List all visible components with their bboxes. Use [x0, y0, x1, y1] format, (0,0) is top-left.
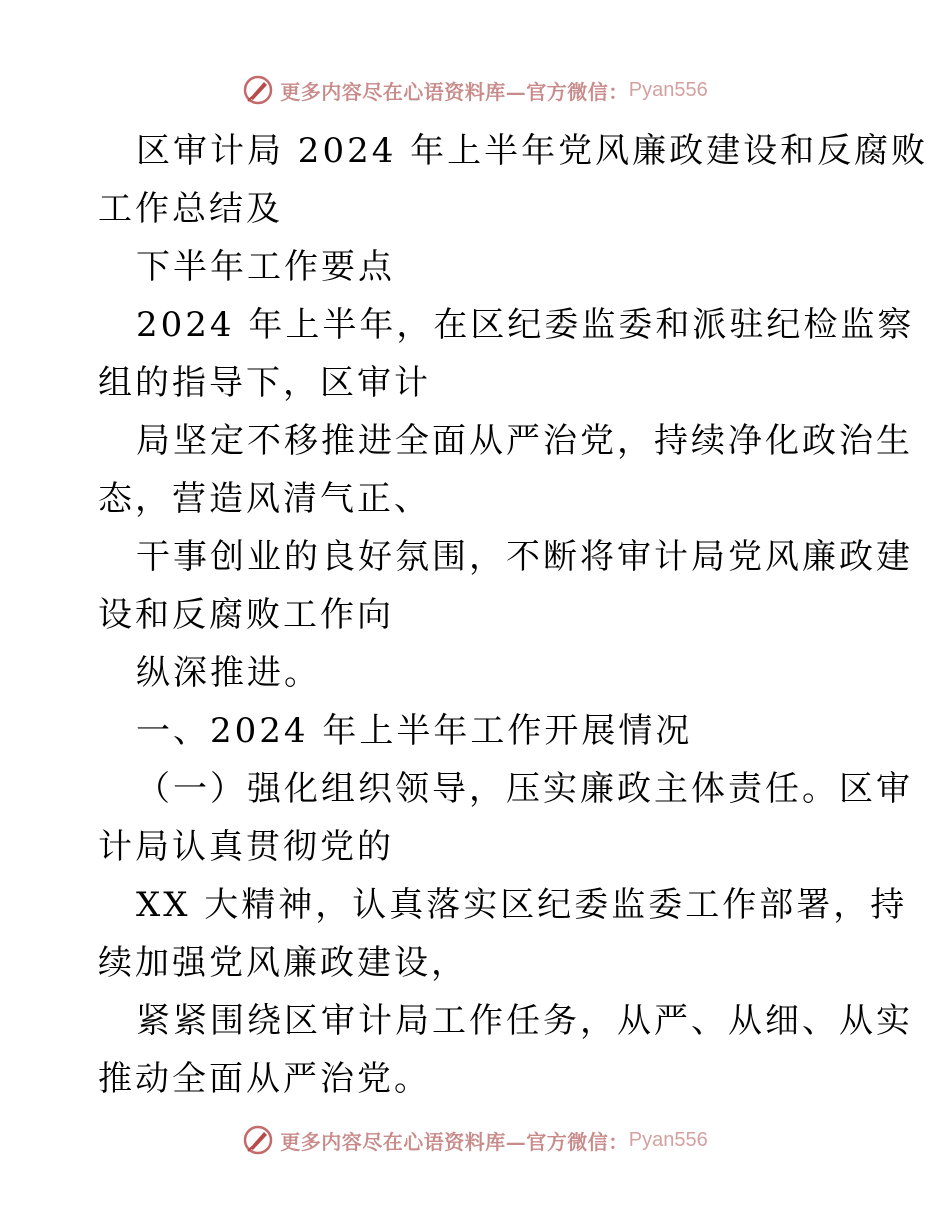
text-line: 计局认真贯彻党的 [98, 827, 394, 867]
footer-watermark [0, 1120, 950, 1160]
text-line: （一）强化组织领导，压实廉政主体责任。区审 [136, 769, 913, 809]
quill-logo-icon [242, 74, 274, 106]
watermark-account: Pyan556 [628, 1128, 708, 1151]
text-line: 组的指导下，区审计 [98, 363, 431, 403]
text-line: 推动全面从严治党。 [98, 1059, 431, 1099]
text-line: 2024 年上半年，在区纪委监委和派驻纪检监察 [136, 305, 915, 345]
text-line: 纵深推进。 [136, 653, 321, 693]
text-line: 区审计局 2024 年上半年党风廉政建设和反腐败 [136, 131, 929, 171]
text-line: 干事创业的良好氛围，不断将审计局党风廉政建 [136, 537, 913, 577]
document-body [98, 122, 929, 1108]
watermark-text: 更多内容尽在心语资料库—官方微信： [280, 1129, 629, 1154]
text-line: 设和反腐败工作向 [98, 595, 394, 635]
text-line: 续加强党风廉政建设， [98, 943, 468, 983]
text-line: 下半年工作要点 [136, 247, 395, 287]
quill-logo-icon [242, 1124, 274, 1156]
text-line: 一、2024 年上半年工作开展情况 [136, 711, 693, 751]
text-line: 紧紧围绕区审计局工作任务，从严、从细、从实 [136, 1001, 913, 1041]
watermark-account: Pyan556 [628, 78, 708, 101]
text-line: 态，营造风清气正、 [98, 479, 431, 519]
text-line: 局坚定不移推进全面从严治党，持续净化政治生 [136, 421, 913, 461]
text-line: XX 大精神，认真落实区纪委监委工作部署，持 [136, 885, 908, 925]
watermark-text: 更多内容尽在心语资料库—官方微信： [280, 79, 629, 104]
header-watermark [0, 70, 950, 110]
text-line: 工作总结及 [98, 189, 283, 229]
